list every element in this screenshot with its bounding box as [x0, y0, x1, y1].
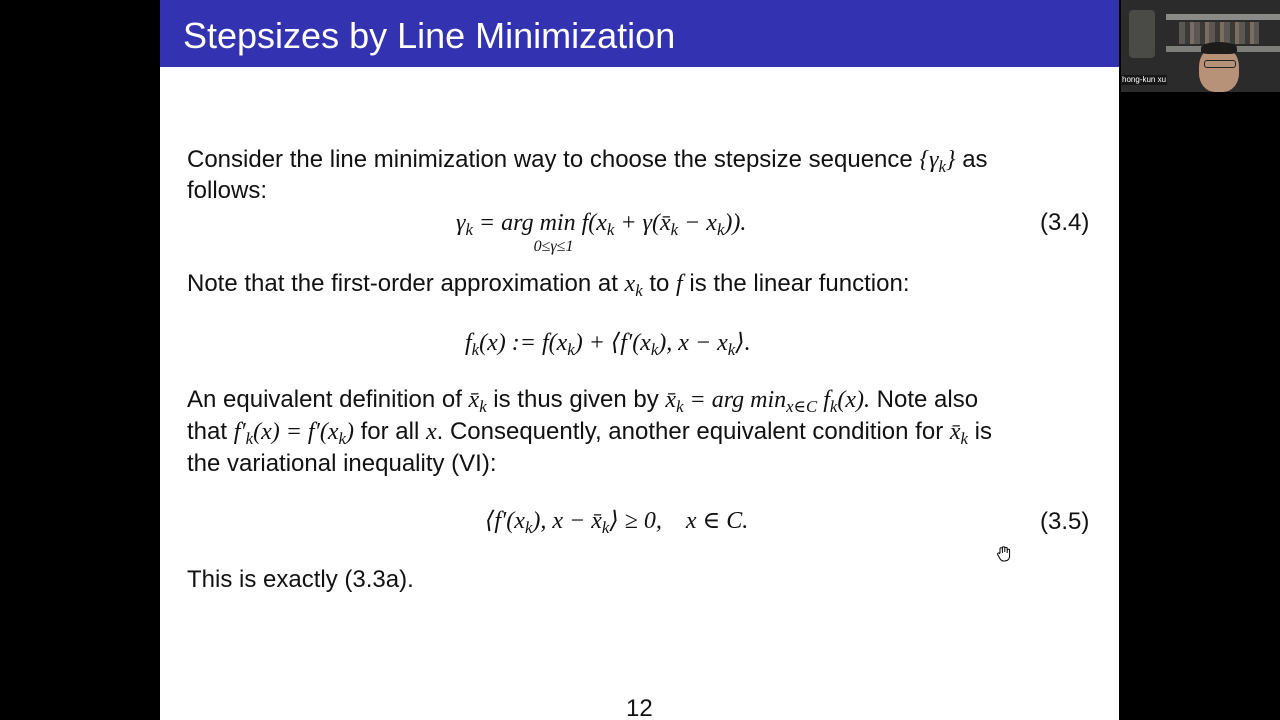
para3-text: Note also — [870, 386, 979, 413]
para2-text: Note that the first-order approximation at — [187, 270, 625, 297]
x-bar-k — [468, 387, 487, 417]
math-sub: k — [524, 518, 533, 538]
math-sub: k — [245, 429, 254, 449]
equation-3-5 — [485, 506, 748, 543]
f-symbol: f — [676, 271, 683, 297]
math-text: ⟩. — [735, 330, 751, 356]
para3-line3: the variational inequality (VI): — [187, 450, 497, 477]
math-sub: k — [338, 429, 346, 449]
math-text: } — [945, 147, 956, 173]
math-text: ⟩ ≥ 0, x ∈ C. — [609, 508, 749, 534]
math-text: = arg min — [683, 387, 787, 413]
page-number: 12 — [626, 695, 653, 720]
math-text: f(x — [575, 210, 607, 236]
math-text: ) — [345, 419, 354, 445]
min-operator — [533, 208, 576, 255]
hand-grab-icon — [995, 545, 1013, 563]
glasses-icon — [1204, 60, 1236, 68]
math-text: (x). — [837, 387, 871, 413]
speaker-hair — [1201, 42, 1237, 54]
para2-text: to — [642, 270, 677, 297]
math-sub: k — [465, 220, 473, 240]
lamp-shape — [1129, 10, 1155, 58]
math-text: x̄ — [665, 387, 677, 413]
equation-number-3-4: (3.4) — [1040, 209, 1090, 236]
x-k — [624, 271, 643, 301]
bookshelf-shape — [1166, 14, 1280, 20]
math-sub: k — [635, 281, 643, 301]
gamma-k-set — [919, 147, 956, 177]
math-text: f′ — [233, 419, 246, 445]
math-sub: k — [676, 397, 684, 417]
math-text: f — [465, 330, 472, 356]
math-sub: k — [601, 518, 610, 538]
math-text: ⟨f′(x — [485, 508, 525, 534]
books-shape — [1179, 22, 1259, 44]
x-symbol: x — [425, 419, 437, 445]
slide-header — [160, 0, 1119, 67]
para1-text: Consider the line minimization way to choose the stepsize sequence — [187, 146, 920, 173]
math-sub: k — [960, 429, 968, 449]
argmin-expression — [665, 387, 871, 417]
derivative-expression — [233, 419, 354, 449]
para3-text: . Consequently, another equivalent condition for — [436, 418, 950, 445]
para1-line1 — [187, 144, 988, 182]
math-text: (x) := f(x — [479, 330, 568, 356]
equation-number-3-5: (3.5) — [1040, 508, 1090, 535]
math-text: + γ(x̄ — [614, 210, 671, 236]
math-text: )). — [724, 210, 747, 236]
math-sub: k — [670, 220, 679, 240]
math-text: (x) = f′(x — [253, 419, 339, 445]
math-sub: k — [650, 340, 659, 360]
math-text: {γ — [919, 147, 939, 173]
slide-title: Stepsizes by Line Minimization — [183, 15, 676, 56]
slide — [160, 0, 1119, 720]
math-text: x̄ — [949, 419, 961, 445]
math-text: x — [624, 271, 636, 297]
speaker-name-label: hong-kun xu — [1122, 75, 1167, 84]
math-text: − x — [678, 210, 717, 236]
x-bar-k — [949, 419, 968, 449]
math-text: γ — [456, 210, 466, 236]
math-sub: k — [567, 340, 575, 360]
para1-text: as — [955, 146, 988, 173]
para4: This is exactly (3.3a). — [187, 566, 414, 593]
min-subscript: 0≤γ≤1 — [533, 238, 574, 255]
para3-text: An equivalent definition of — [187, 386, 469, 413]
math-sub: k — [727, 340, 736, 360]
para2-text: is the linear function: — [682, 270, 910, 297]
math-sub: k — [938, 157, 946, 177]
math-sub: k — [479, 397, 487, 417]
math-sub: x∈C — [786, 397, 818, 417]
para1-line2: follows: — [187, 177, 268, 204]
equation-linear-function — [465, 328, 751, 365]
math-text: x̄ — [468, 387, 480, 413]
speaker-video-tile[interactable] — [1121, 0, 1280, 92]
math-text: = arg — [472, 210, 540, 236]
math-text: min — [539, 210, 576, 236]
math-text: ), x − x̄ — [532, 508, 602, 534]
math-sub: k — [716, 220, 725, 240]
para3-text: is thus given by — [486, 386, 666, 413]
equation-3-4 — [456, 208, 747, 255]
math-text: ) + ⟨f′(x — [574, 330, 651, 356]
math-sub: k — [471, 340, 480, 360]
para3-text: is — [967, 418, 992, 445]
para3-text: for all — [353, 418, 426, 445]
math-sub: k — [606, 220, 615, 240]
math-sub: k — [829, 397, 838, 417]
para3-text: that — [187, 418, 234, 445]
math-text: f — [817, 387, 830, 413]
math-text: ), x − x — [658, 330, 728, 356]
para2 — [187, 268, 909, 306]
